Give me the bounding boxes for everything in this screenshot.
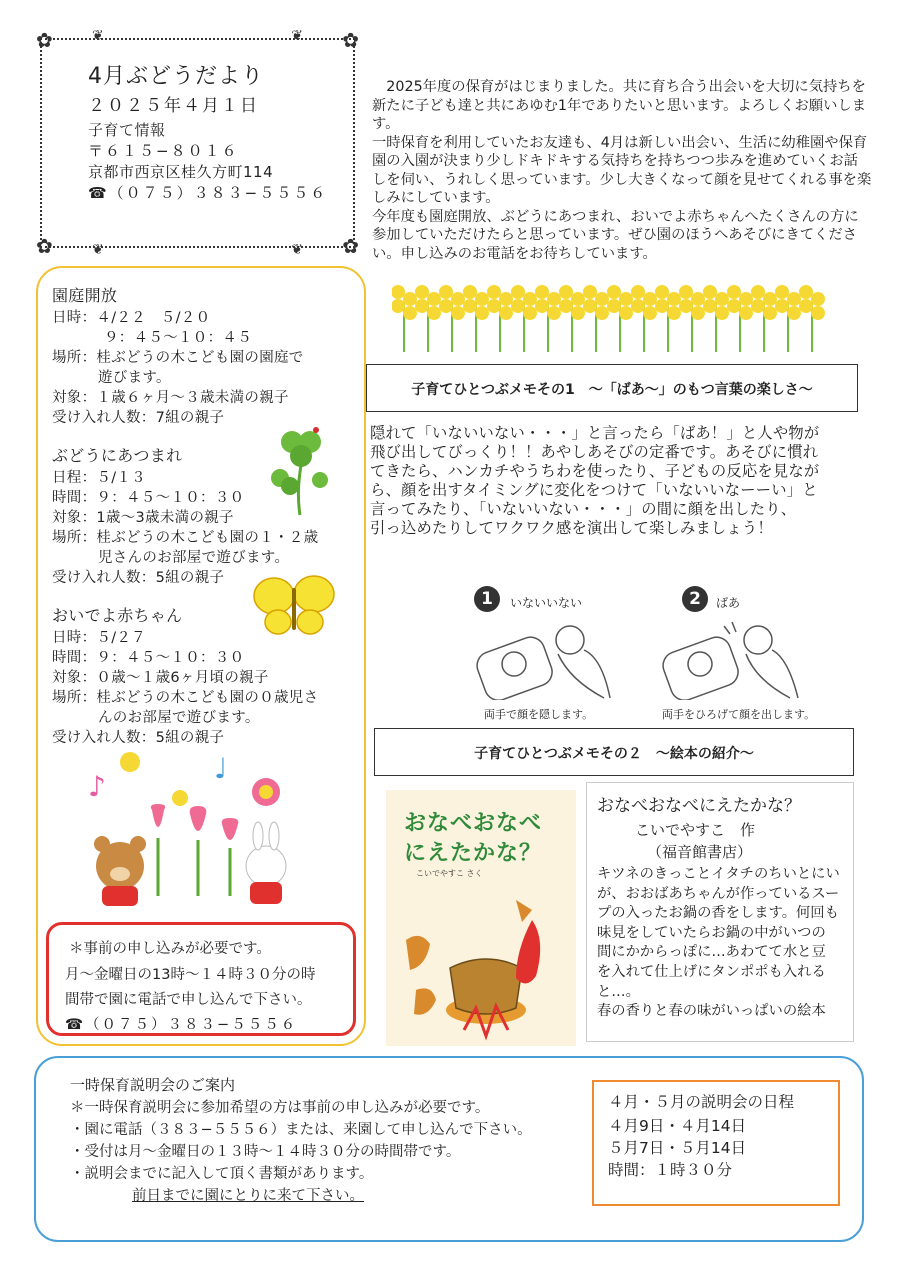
briefing-line: ＊一時保育説明会に参加希望の方は事前の申し込みが必要です。 (70, 1100, 490, 1116)
flower-blossom (571, 292, 585, 306)
clover-icon (266, 420, 336, 520)
flower-blossom (667, 292, 681, 306)
intro-paragraph: 一時保育を利用していたお友達も、4月は新しい出会い、生活に幼稚園や保育園の入園が決まり少しドキドキする気持ちを持ちつつ歩みを進めていくお話しを伺い、うれしく思っています。少し大きくなって顔を見せてくれる事を楽しみにしています。 (372, 134, 872, 206)
flower-blossom (427, 292, 441, 306)
flower-blossom (451, 306, 465, 320)
event-line: 日時：５/２７ (52, 630, 146, 646)
flower-blossom (811, 292, 825, 306)
flower-blossom (703, 285, 717, 299)
memo1-text (370, 424, 870, 538)
flower-blossom (811, 306, 825, 320)
event-line: 児さんのお部屋で遊びます。 (98, 550, 290, 566)
flower-blossom (499, 292, 513, 306)
flower-blossom (631, 285, 645, 299)
book-desc-line: プの入ったお鍋の香をします。何回も (597, 905, 839, 922)
event-line: 場所：桂ぶどうの木こども園の０歳児さ (52, 690, 319, 706)
event-line: 受け入れ人数：5組の親子 (52, 730, 225, 746)
flower-blossom (487, 285, 501, 299)
step1-illustration (474, 620, 624, 700)
flower-blossom (679, 299, 693, 313)
briefing-title: 一時保育説明会のご案内 (70, 1076, 236, 1094)
book-cover-title: にえたかな？ (404, 841, 543, 866)
event-line: んのお部屋で遊びます。 (98, 710, 260, 726)
flower-blossom (595, 292, 609, 306)
schedule-line: ４月9日・４月14日 (608, 1117, 747, 1135)
flourish-icon: ❦ (92, 242, 104, 258)
flower-blossom (799, 299, 813, 313)
flower-blossom (727, 299, 741, 313)
step2-illustration (660, 620, 810, 700)
step1-caption: 両手で顔を隠します。 (484, 708, 594, 721)
event-line: 時間：９：４５〜１０：３０ (52, 650, 245, 666)
event-title: おいでよ赤ちゃん (52, 606, 183, 625)
step1-number: 1 (474, 586, 500, 612)
event-title: 園庭開放 (52, 286, 118, 305)
flourish-icon: ✿ (36, 28, 53, 52)
flower-blossom (559, 299, 573, 313)
flower-blossom (727, 285, 741, 299)
flower-blossom (559, 285, 573, 299)
flower-blossom (463, 299, 477, 313)
event-garden-open (52, 286, 304, 428)
flourish-icon: ✿ (342, 28, 359, 52)
notice-line: ＊事前の申し込みが必要です。 (69, 941, 271, 957)
flower-blossom (631, 299, 645, 313)
memo2-heading: 子育てひとつぶメモその２ 〜絵本の紹介〜 (474, 746, 754, 762)
step2-number: 2 (682, 586, 708, 612)
event-line: ９：４５〜１０：４５ (104, 330, 252, 346)
flourish-icon: ✿ (342, 234, 359, 258)
flower-blossom (463, 285, 477, 299)
flower-blossom (547, 306, 561, 320)
butterfly-icon (252, 574, 336, 638)
flourish-icon: ✿ (36, 234, 53, 258)
flower-blossom (607, 299, 621, 313)
flower-blossom (619, 292, 633, 306)
notice-phone: ☎（０７５）３８３−５５５６ (65, 1017, 298, 1033)
memo1-banner (366, 364, 858, 412)
flower-blossom (679, 285, 693, 299)
book-desc-line: が、おおばあちゃんが作っているスー (597, 885, 840, 902)
book-cover-title: おなべおなべ (404, 811, 543, 836)
memo1-line: ら、顔を出すタイミングに変化をつけて「いないいなーーい」と (370, 481, 818, 499)
flower-blossom (415, 299, 429, 313)
flower-blossom (643, 292, 657, 306)
schedule-time: 時間：１時３０分 (608, 1161, 733, 1179)
flower-blossom (763, 292, 777, 306)
flower-blossom (715, 292, 729, 306)
flower-blossom (787, 292, 801, 306)
flower-blossom (451, 292, 465, 306)
schedule-box (592, 1080, 840, 1206)
event-line: 受け入れ人数：7組の親子 (52, 410, 225, 426)
flower-blossom (511, 285, 525, 299)
event-line: 対象：０歳〜１歳6ヶ月頃の親子 (52, 670, 269, 686)
notice-box (46, 922, 356, 1036)
step2-caption: 両手をひろげて顔を出します。 (662, 708, 816, 721)
memo1-line: 飛び出してびっくり！！あやしあそびの定番です。あそびに慣れ (370, 443, 819, 461)
schedule-line: ５月7日・５月14日 (608, 1139, 747, 1157)
book-publisher: （福音館書店） (647, 843, 753, 861)
book-desc-line: 味見をしていたらお鍋の中がいつの (597, 924, 826, 941)
flower-blossom (703, 299, 717, 313)
memo1-line: 言ってみたり、「いないいない・・・」の間に顔を出したり、 (370, 500, 797, 518)
flower-blossom (763, 306, 777, 320)
event-title: ぶどうにあつまれ (52, 446, 183, 465)
event-line: 遊びます。 (98, 370, 171, 386)
flower-blossom (583, 299, 597, 313)
svg-text:♩: ♩ (214, 752, 228, 785)
flower-blossom (439, 285, 453, 299)
briefing-line: ・園に電話（３８３−５５５６）または、来園して申し込んで下さい。 (70, 1122, 532, 1138)
flourish-icon: ❦ (291, 28, 303, 44)
step1-label: いないいない (510, 596, 583, 610)
flower-blossom (739, 292, 753, 306)
flower-blossom (691, 306, 705, 320)
flower-blossom (787, 306, 801, 320)
flower-blossom (775, 285, 789, 299)
schedule-title: ４月・５月の説明会の日程 (608, 1093, 795, 1111)
intro-text (372, 78, 872, 263)
flower-blossom (475, 292, 489, 306)
briefing-underlined-note: 前日までに園にとりに来て下さい。 (132, 1188, 364, 1204)
book-desc-line: 春の香りと春の味がいっぱいの絵本 (597, 1003, 826, 1020)
postal-code: 〒６１５−８０１６ (88, 142, 239, 160)
event-line: 日時：４/２２ ５/２０ (52, 310, 211, 326)
book-desc-line: キツネのきっことイタチのちいとにい (597, 866, 840, 882)
flower-blossom (583, 285, 597, 299)
newsletter-title: 4月ぶどうだより (88, 64, 264, 89)
memo1-heading: 子育てひとつぶメモその1 〜「ばあ〜」のもつ言葉の楽しさ〜 (411, 382, 813, 398)
flower-blossom (475, 306, 489, 320)
bear-bunny-tulips-illustration (80, 748, 316, 916)
flower-blossom (571, 306, 585, 320)
flower-blossom (619, 306, 633, 320)
flower-blossom (799, 285, 813, 299)
flower-blossom (751, 285, 765, 299)
memo1-line: 引っ込めたりしてワクワク感を演出して楽しみましょう！ (370, 519, 773, 537)
newsletter-date: ２０２５年４月１日 (88, 96, 259, 116)
flower-blossom (691, 292, 705, 306)
briefing-line: ・受付は月〜金曜日の１３時〜１４時３０分の時間帯です。 (70, 1144, 461, 1160)
flower-blossom (667, 306, 681, 320)
intro-paragraph: 2025年度の保育がはじまりました。共に育ち合う出会いを大切に気持ちを新たに子ども達と共にあゆむ1年でありたいと思います。よろしくお願いします。 (372, 79, 867, 132)
notice-line: 間帯で園に電話で申し込んで下さい。 (65, 992, 312, 1008)
flower-blossom (643, 306, 657, 320)
event-line: 対象：１歳６ヶ月〜３歳未満の親子 (52, 390, 289, 406)
event-line: 時間：９：４５〜１０：３０ (52, 490, 245, 506)
book-cover-image (386, 790, 576, 1046)
flower-blossom (595, 306, 609, 320)
notice-line: 月〜金曜日の13時〜１４時３０分の時 (65, 967, 316, 983)
flower-blossom (439, 299, 453, 313)
flower-blossom (535, 285, 549, 299)
book-description (597, 865, 847, 1022)
memo2-banner (374, 728, 854, 776)
flourish-icon: ❦ (291, 242, 303, 258)
briefing-line: ・説明会までに記入して頂く書類があります。 (70, 1166, 374, 1182)
flower-blossom (523, 292, 537, 306)
flower-blossom (499, 306, 513, 320)
step2-label: ばあ (716, 596, 741, 610)
memo1-line: 隠れて「いないいない・・・」と言ったら「ばあ！」と人や物が (370, 424, 820, 442)
flower-blossom (403, 306, 417, 320)
flower-blossom (775, 299, 789, 313)
flower-blossom (403, 292, 417, 306)
flower-blossom (487, 299, 501, 313)
intro-paragraph: 今年度も園庭開放、ぶどうにあつまれ、おいでよ赤ちゃんへたくさんの方に参加していただけたらと思っています。ぜひ園のほうへあそびにきてください。申し込みのお電話をお待ちしています。 (372, 208, 859, 262)
event-line: 対象：1歳〜3歳未満の親子 (52, 510, 234, 526)
flower-blossom (547, 292, 561, 306)
department: 子育て情報 (88, 121, 166, 139)
event-line: 場所：桂ぶどうの木こども園の園庭で (52, 350, 304, 366)
flower-blossom (535, 299, 549, 313)
memo1-line: てきたら、ハンカチやうちわを使ったり、子どもの反応を見なが (370, 462, 820, 480)
flower-blossom (715, 306, 729, 320)
event-line: 場所：桂ぶどうの木こども園の１・２歳 (52, 530, 319, 546)
rapeseed-flowers-illustration (392, 282, 832, 354)
book-cover-author: こいでやすこ さく (416, 869, 483, 878)
flower-blossom (511, 299, 525, 313)
svg-text:♪: ♪ (88, 770, 106, 803)
event-line: 受け入れ人数：5組の親子 (52, 570, 225, 586)
address: 京都市西京区桂久方町114 (88, 163, 274, 181)
flower-blossom (655, 285, 669, 299)
book-title: おなべおなべにえたかな？ (597, 796, 801, 816)
book-desc-line: と…。 (597, 983, 640, 1000)
flower-blossom (607, 285, 621, 299)
flower-blossom (655, 299, 669, 313)
flower-blossom (392, 285, 405, 299)
flower-blossom (523, 306, 537, 320)
book-author: こいでやすこ 作 (635, 821, 756, 839)
book-desc-line: 間にかからっぽに…あわてて水と豆 (597, 944, 826, 961)
book-desc-line: を入れて仕上げにタンポポも入れる (597, 963, 826, 980)
book-info-box (586, 782, 854, 1042)
phone-number: ☎（０７５）３８３−５５５６ (88, 184, 328, 202)
fox-and-pot-illustration (386, 880, 576, 1046)
flower-blossom (739, 306, 753, 320)
flower-blossom (427, 306, 441, 320)
event-line: 日程：５/１３ (52, 470, 146, 486)
flourish-icon: ❦ (92, 28, 104, 44)
flower-blossom (751, 299, 765, 313)
flower-blossom (415, 285, 429, 299)
